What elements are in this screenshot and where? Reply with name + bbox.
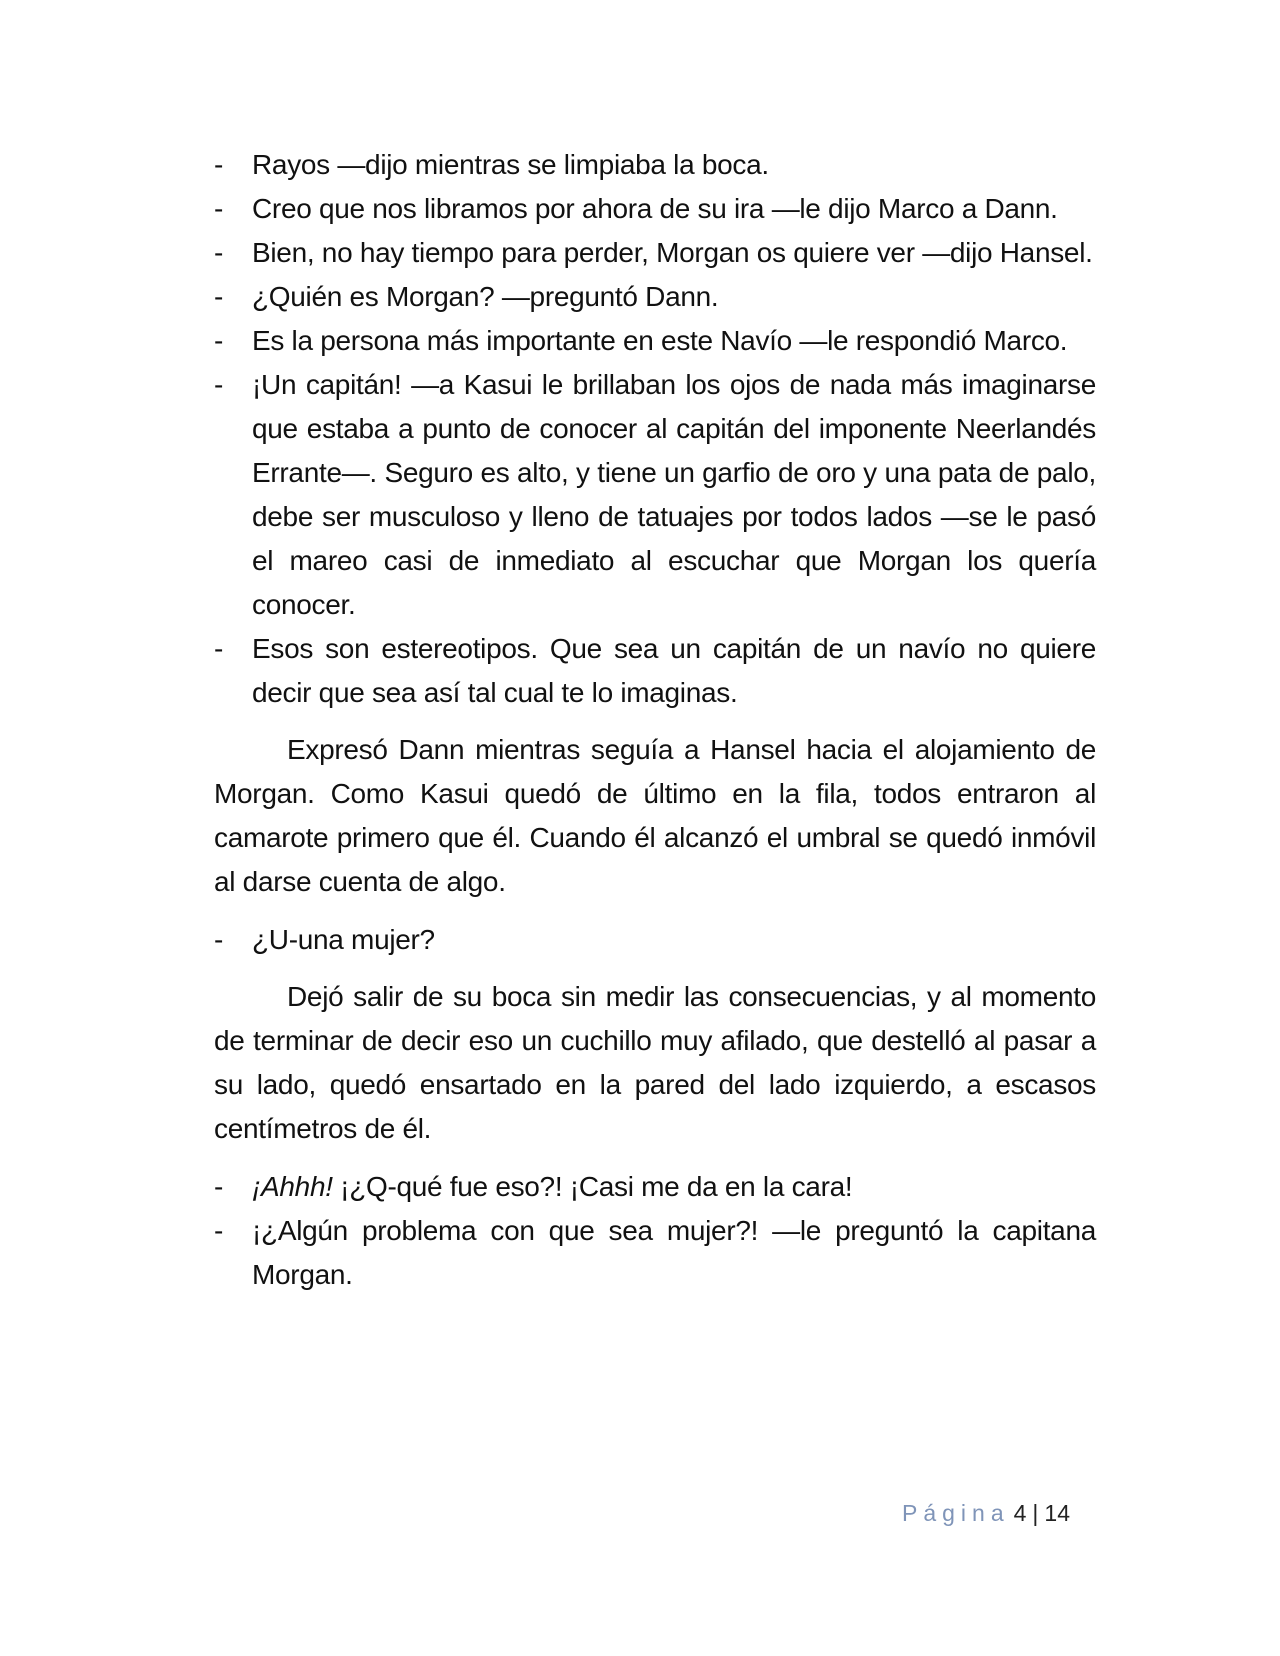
dialogue-text: Es la persona más importante en este Navío —le respondió Marco. <box>252 325 1068 356</box>
dialogue-italic-exclamation: ¡Ahhh! <box>252 1171 333 1202</box>
dialogue-line <box>214 275 1096 319</box>
dialogue-block-2 <box>214 1165 1096 1297</box>
dialogue-line <box>214 627 1096 715</box>
dialogue-dash: - <box>214 1215 224 1246</box>
narrative-paragraph-2: Dejó salir de su boca sin medir las consecuencias, y al momento de terminar de decir eso un cuchillo muy afilado, que destelló al pasar a su lado, quedó ensartado en la pared del lado izquierdo, a escasos centímetros de él. <box>214 981 1096 1144</box>
dialogue-line <box>214 363 1096 627</box>
page-footer <box>902 1498 1070 1528</box>
dialogue-line <box>214 143 1096 187</box>
dialogue-line <box>214 1209 1096 1297</box>
dialogue-text: Creo que nos libramos por ahora de su ira —le dijo Marco a Dann. <box>252 193 1058 224</box>
dialogue-dash: - <box>214 924 224 955</box>
dialogue-dash: - <box>214 633 224 664</box>
dialogue-dash: - <box>214 281 224 312</box>
page-total: 14 <box>1044 1500 1070 1526</box>
page-number: 4 <box>1013 1500 1027 1526</box>
dialogue-line <box>214 187 1096 231</box>
dialogue-line <box>214 1165 1096 1209</box>
dialogue-single <box>214 918 1096 962</box>
page-body <box>214 143 1096 1297</box>
dialogue-line <box>214 231 1096 275</box>
dialogue-text: Bien, no hay tiempo para perder, Morgan os quiere ver —dijo Hansel. <box>252 237 1093 268</box>
dialogue-text: ¿U-una mujer? <box>252 924 435 955</box>
dialogue-block-1 <box>214 143 1096 715</box>
dialogue-text: ¿Quién es Morgan? —preguntó Dann. <box>252 281 719 312</box>
dialogue-line <box>214 319 1096 363</box>
dialogue-text: ¡¿Q-qué fue eso?! ¡Casi me da en la cara! <box>332 1171 853 1202</box>
dialogue-dash: - <box>214 325 224 356</box>
dialogue-dash: - <box>214 149 224 180</box>
dialogue-text: ¡Un capitán! —a Kasui le brillaban los ojos de nada más imaginarse que estaba a punto de conocer al capitán del imponente Neerlandés Errante—. Seguro es alto, y tiene un garfio de oro y una pata de palo, debe ser musculoso y lleno de tatuajes por todos lados —se le pasó el mareo casi de inmediato al escuchar que Morgan los quería conocer. <box>252 369 1096 620</box>
dialogue-dash: - <box>214 1171 224 1202</box>
dialogue-line <box>214 918 1096 962</box>
dialogue-dash: - <box>214 193 224 224</box>
dialogue-text: ¡¿Algún problema con que sea mujer?! —le preguntó la capitana Morgan. <box>252 1215 1096 1290</box>
dialogue-text: Esos son estereotipos. Que sea un capitán de un navío no quiere decir que sea así tal cual te lo imaginas. <box>252 633 1096 708</box>
page-separator: | <box>1032 1500 1039 1526</box>
page-label: Página <box>902 1500 1010 1526</box>
dialogue-dash: - <box>214 237 224 268</box>
dialogue-dash: - <box>214 369 224 400</box>
dialogue-text: Rayos —dijo mientras se limpiaba la boca. <box>252 149 769 180</box>
narrative-paragraph-1: Expresó Dann mientras seguía a Hansel hacia el alojamiento de Morgan. Como Kasui quedó de último en la fila, todos entraron al camarote primero que él. Cuando él alcanzó el umbral se quedó inmóvil al darse cuenta de algo. <box>214 734 1096 897</box>
